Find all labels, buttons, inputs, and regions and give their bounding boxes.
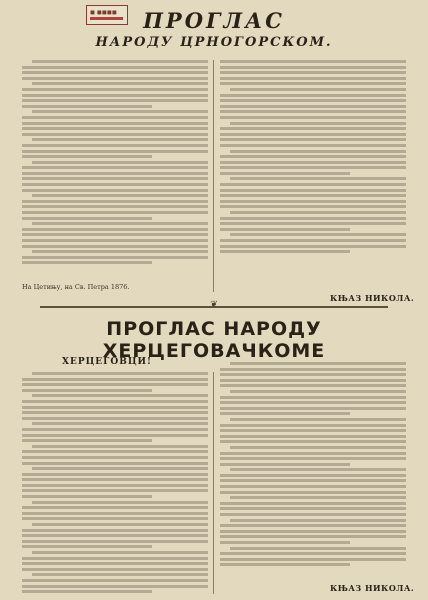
part1-left-column <box>22 60 208 267</box>
second-greeting: ХЕРЦЕГОВЦИ! <box>62 357 152 367</box>
archive-stamp-label: ◼ ◼◼◼◼ <box>90 9 117 16</box>
divider-ornament: ❦ <box>210 300 218 310</box>
part2-signature: КЊАЗ НИКОЛА. <box>330 583 415 593</box>
part1-right-column <box>220 60 406 256</box>
part1-signature: КЊАЗ НИКОЛА. <box>330 293 415 303</box>
second-title: ПРОГЛАС НАРОДУ ХЕРЦЕГОВАЧКОМЕ <box>102 318 326 362</box>
main-subtitle: НАРОДУ ЦРНОГОРСКОМ. <box>95 35 333 50</box>
place-date-line: На Цетињу, на Св. Петра 1876. <box>22 283 130 291</box>
part1-column-gutter <box>213 60 214 292</box>
part2-left-column <box>22 372 208 596</box>
main-title: ПРОГЛАС <box>143 8 285 33</box>
part2-column-gutter <box>213 372 214 594</box>
part2-right-column <box>220 362 406 569</box>
